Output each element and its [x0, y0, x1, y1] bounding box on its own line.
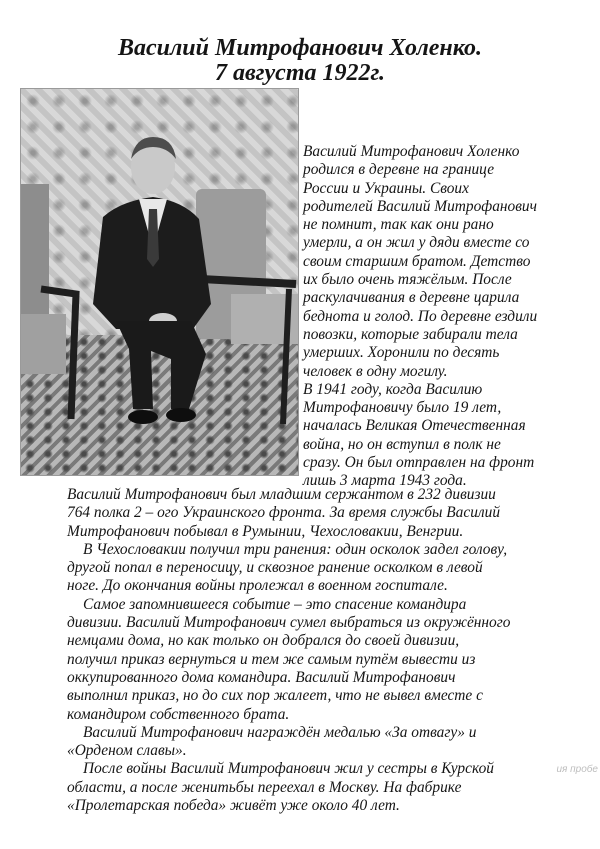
necktie: [147, 209, 159, 267]
text-line: война, но он вступил в полк не: [303, 435, 501, 453]
text-line: не помнит, так как они рано: [303, 216, 494, 234]
text-line: лишь 3 марта 1943 года.: [303, 472, 467, 490]
text-line: Митрофанович побывал в Румынии, Чехословакии, Венгрии.: [67, 522, 464, 540]
marginal-note: ия пробе: [556, 764, 598, 775]
text-line: дивизии. Василий Митрофанович сумел выбраться из окружённого: [67, 614, 511, 632]
text-line: умерших. Хоронили по десять: [303, 344, 500, 362]
text-line: выполнил приказ, но до сих пор жалеет, что не вывел вместе с: [67, 687, 483, 705]
trousers: [116, 321, 206, 409]
left-chair-seat: [21, 314, 66, 374]
text-line: их было очень тяжёлым. После: [303, 271, 512, 289]
text-line: повозки, которые забирали тела: [303, 325, 518, 343]
text-line: Василий Митрофанович награждён медалью «За отвагу» и: [83, 723, 477, 741]
biography-side-text: [303, 143, 595, 491]
text-line: ноге. До окончания войны пролежал в военном госпитале.: [67, 577, 448, 595]
text-line: «Пролетарская победа» живёт уже около 40 лет.: [67, 797, 400, 815]
title-date: 7 августа 1922г.: [214, 60, 386, 86]
text-line: раскулачивания в деревне царила: [303, 289, 520, 307]
text-line: Василий Митрофанович был младшим сержантом в 232 дивизии: [67, 486, 496, 503]
text-line: 764 полка 2 – ого Украинского фронта. За время службы Василий: [67, 504, 501, 522]
text-line: Митрофановичу было 19 лет,: [303, 399, 502, 417]
right-chair-arm: [201, 279, 296, 284]
text-line: России и Украины. Своих: [303, 179, 469, 197]
portrait-photo: [20, 88, 299, 476]
text-line: началась Великая Отечественная: [303, 417, 526, 435]
text-line: «Орденом славы».: [67, 742, 187, 760]
text-line: родился в деревне на границе: [303, 161, 495, 179]
left-chair-back: [21, 184, 49, 334]
text-line: командиром собственного брата.: [67, 705, 290, 723]
man-seated-figure: [21, 89, 298, 475]
text-line: сразу. Он был отправлен на фронт: [303, 454, 535, 472]
left-shoe: [128, 410, 158, 424]
text-line: После войны Василий Митрофанович жил у сестры в Курской: [83, 760, 494, 778]
text-line: родителей Василий Митрофанович: [303, 197, 537, 215]
text-line: умерли, а он жил у дяди вместе со: [303, 234, 530, 252]
text-line: немцами дома, но как только он добрался до своей дивизии,: [67, 632, 460, 650]
text-line: человек в одну могилу.: [303, 362, 448, 380]
text-line: беднота и голод. По деревне ездили: [303, 307, 538, 325]
text-line: Василий Митрофанович Холенко: [303, 143, 520, 160]
text-line: области, а после женитьбы переехал в Москву. На фабрике: [67, 778, 462, 796]
text-line: Самое запомнившееся событие – это спасение командира: [83, 595, 467, 613]
text-line: получил приказ вернуться и тем же самым путём вывести из: [67, 650, 476, 668]
page-title: [0, 36, 600, 86]
text-line: своим старшим братом. Детство: [303, 252, 531, 270]
text-line: В 1941 году, когда Василию: [303, 380, 483, 398]
text-line: В Чехословакии получил три ранения: один осколок задел голову,: [83, 540, 508, 558]
text-line: оккупированного дома командира. Василий Митрофанович: [67, 668, 456, 686]
biography-full-text: [67, 486, 594, 815]
right-shoe: [166, 408, 196, 422]
title-name: Василий Митрофанович Холенко.: [117, 35, 483, 61]
text-line: другой попал в переносицу, и сквозное ранение осколком в левой: [67, 559, 483, 577]
